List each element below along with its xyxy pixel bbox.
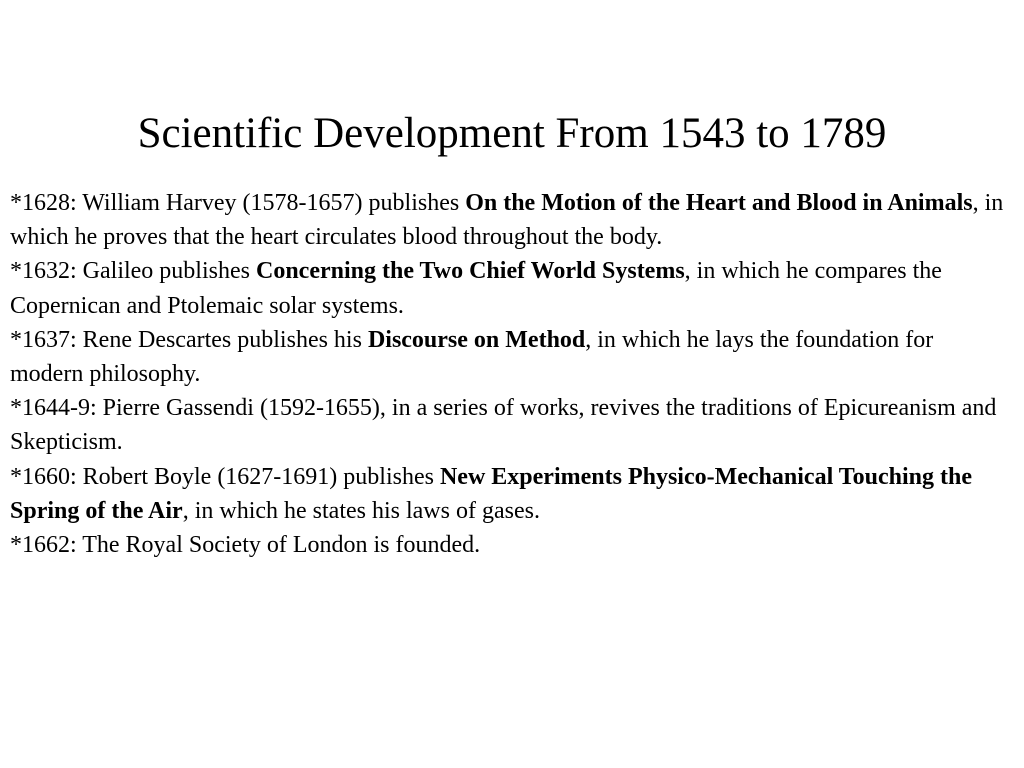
- entry-text: *1660: Robert Boyle (1627-1691) publishes: [10, 463, 440, 490]
- entry-text: , in which he states his laws of gases.: [182, 497, 540, 524]
- entry-text: *1632: Galileo publishes: [10, 258, 256, 285]
- work-title: New Experiments Physico-Mechanical Touching the Spring of the Air: [10, 463, 972, 524]
- slide-title: Scientific Development From 1543 to 1789: [137, 110, 887, 157]
- entry-text: , in which he proves that the heart circulates blood throughout the body.: [10, 190, 1004, 251]
- entry-text: , in which he compares the Copernican and Ptolemaic solar systems.: [10, 258, 942, 319]
- entry-text: *1628: William Harvey (1578-1657) publishes: [10, 190, 466, 216]
- work-title: On the Motion of the Heart and Blood in Animals: [465, 190, 973, 216]
- timeline-entry-1632: [10, 254, 1005, 322]
- entry-text: *1644-9: Pierre Gassendi (1592-1655), in a series of works, revives the traditions of Epicureanism and Skepticism.: [10, 395, 997, 456]
- timeline-entry-1662: [10, 528, 1005, 562]
- timeline-list: [10, 186, 1005, 562]
- work-title: Discourse on Method: [367, 326, 586, 353]
- entry-text: , in which he lays the foundation for modern philosophy.: [10, 326, 934, 388]
- timeline-entry-1644: [10, 391, 1005, 459]
- entry-text: *1662: The Royal Society of London is founded.: [10, 532, 481, 559]
- entry-text: *1637: Rene Descartes publishes his: [10, 326, 368, 353]
- work-title: Concerning the Two Chief World Systems: [255, 258, 685, 285]
- timeline-entry-1637: [10, 323, 1005, 391]
- timeline-entry-1628: [10, 186, 1005, 254]
- timeline-entry-1660: [10, 460, 1005, 528]
